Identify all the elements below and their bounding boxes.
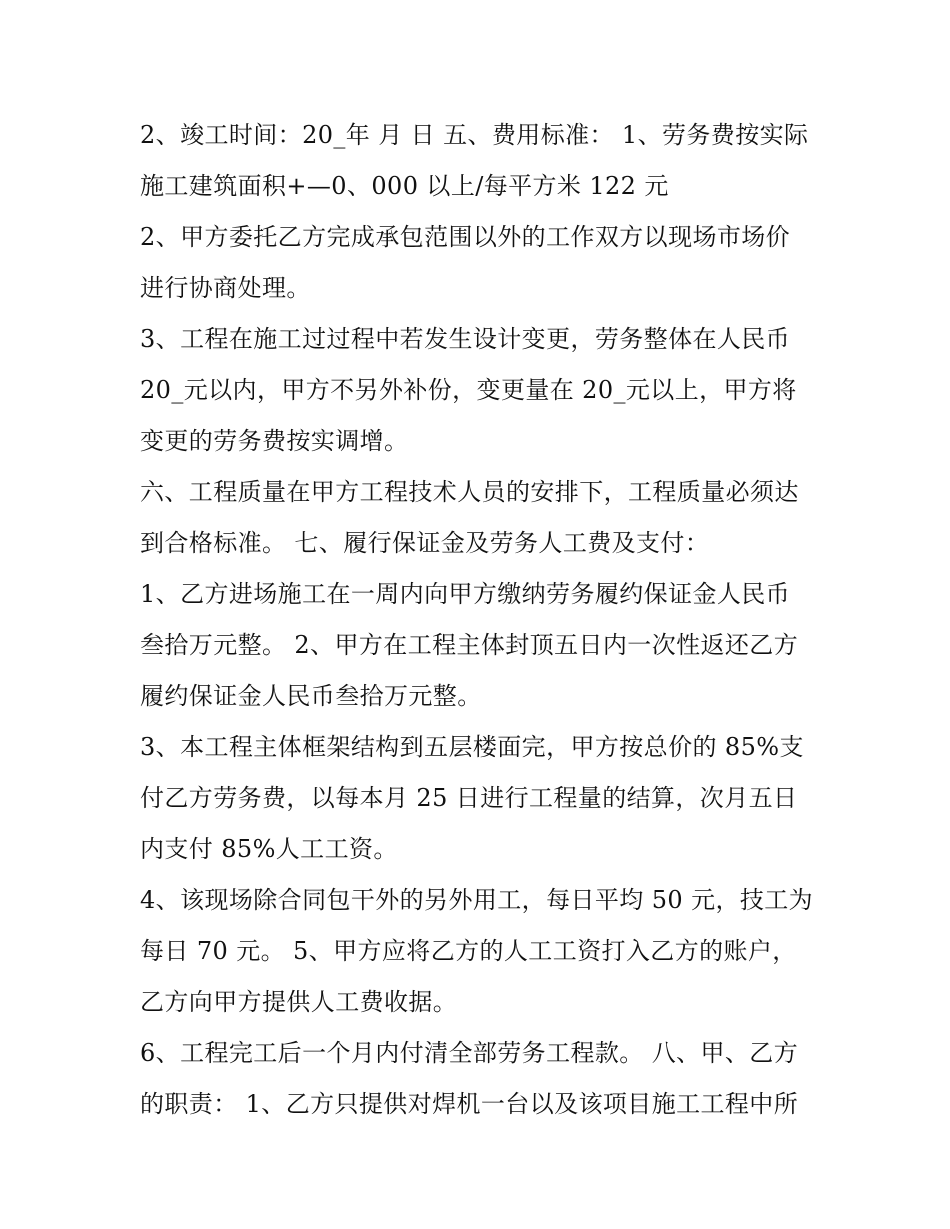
text-line: 的职责： 1、乙方只提供对焊机一台以及该项目施工工程中所 [140, 1090, 799, 1118]
text-line: 付乙方劳务费，以每本月 25 日进行工程量的结算，次月五日 [140, 784, 798, 812]
text-line: 每日 70 元。 5、甲方应将乙方的人工工资打入乙方的账户， [140, 937, 797, 965]
text-line: 变更的劳务费按实调增。 [140, 427, 409, 455]
text-line: 履约保证金人民币叁拾万元整。 [140, 682, 482, 710]
text-line: 进行协商处理。 [140, 274, 311, 302]
text-line: 2、竣工时间：20_年 月 日 五、费用标准： 1、劳务费按实际 [140, 121, 809, 149]
text-line: 六、工程质量在甲方工程技术人员的安排下，工程质量必须达 [140, 478, 799, 506]
text-line: 叁拾万元整。 2、甲方在工程主体封顶五日内一次性返还乙方 [140, 631, 799, 659]
text-line: 施工建筑面积+—0、000 以上/每平方米 122 元 [140, 172, 669, 200]
text-line: 乙方向甲方提供人工费收据。 [140, 988, 458, 1016]
text-line: 6、工程完工后一个月内付清全部劳务工程款。 八、甲、乙方 [140, 1039, 799, 1067]
text-line: 1、乙方进场施工在一周内向甲方缴纳劳务履约保证金人民币 [140, 580, 791, 608]
text-line: 2、甲方委托乙方完成承包范围以外的工作双方以现场市场价 [140, 223, 791, 251]
text-line: 内支付 85%人工工资。 [140, 835, 398, 863]
text-line: 3、工程在施工过过程中若发生设计变更，劳务整体在人民币 [140, 325, 791, 353]
text-line: 到合格标准。 七、履行保证金及劳务人工费及支付： [140, 529, 710, 557]
contract-text [140, 110, 820, 1130]
text-line: 3、本工程主体框架结构到五层楼面完，甲方按总价的 85%支 [140, 733, 804, 761]
text-line: 20_元以内，甲方不另外补份，变更量在 20_元以上，甲方将 [140, 376, 797, 404]
text-line: 4、该现场除合同包干外的另外用工，每日平均 50 元，技工为 [140, 886, 814, 914]
